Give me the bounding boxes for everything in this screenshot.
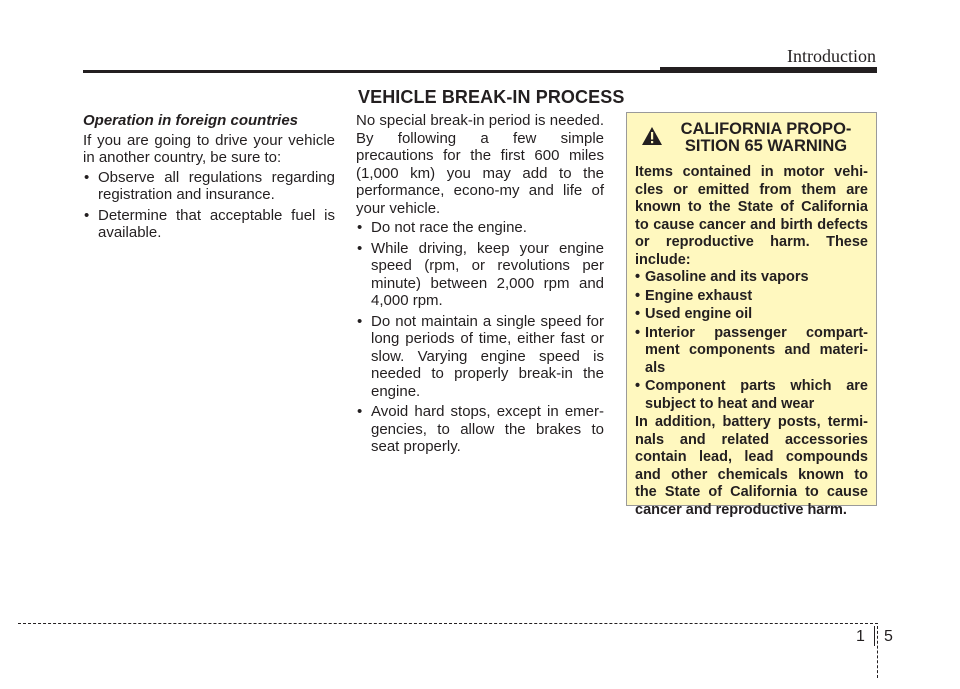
- list-item: • Engine exhaust: [635, 288, 868, 306]
- footer-vertical-rule: [877, 626, 878, 678]
- warning-intro: Items contained in motor vehi-cles or emitted from them are known to the State of California to cause cancer and birth defects or reproductive harm. These include:: [635, 164, 868, 268]
- list-item: • Avoid hard stops, except in emer-gencies, to allow the brakes to seat properly.: [356, 403, 604, 456]
- left-bullet-list: [83, 169, 335, 242]
- list-item: • Determine that acceptable fuel is available.: [83, 207, 335, 242]
- list-item: • Do not race the engine.: [356, 219, 604, 237]
- list-item: • Do not maintain a single speed for long periods of time, either fast or slow. Varying engine speed is needed to properly break-in the engine.: [356, 313, 604, 401]
- warning-body: [635, 164, 868, 519]
- list-item: • Used engine oil: [635, 306, 868, 324]
- section-title: VEHICLE BREAK-IN PROCESS: [358, 87, 625, 107]
- warning-outro: In addition, battery posts, termi-nals and related accessories contain lead, lead compounds and other chemicals known to the State of California to cause cancer and reproductive harm.: [635, 414, 868, 518]
- subheading: Operation in foreign countries: [83, 112, 299, 129]
- list-item: • Gasoline and its vapors: [635, 269, 868, 287]
- footer-rule: [18, 623, 878, 624]
- left-intro: If you are going to drive your vehicle in another country, be sure to:: [83, 131, 335, 166]
- list-item: • Interior passenger compart-ment components and materi-als: [635, 325, 868, 378]
- warning-bullet-list: [635, 269, 868, 413]
- page-number: 5: [884, 628, 893, 645]
- warning-header: [641, 121, 871, 155]
- warning-title: CALIFORNIA PROPO-SITION 65 WARNING: [680, 120, 852, 155]
- chapter-number: 1: [856, 628, 865, 645]
- header-rule-accent: [660, 67, 877, 73]
- list-item: • Observe all regulations regarding registration and insurance.: [83, 169, 335, 204]
- list-item: • While driving, keep your engine speed (rpm, or revolutions per minute) between 2,000 rpm and 4,000 rpm.: [356, 240, 604, 310]
- middle-bullet-list: [356, 219, 604, 456]
- header-title: Introduction: [787, 46, 876, 66]
- page-number-separator: [874, 626, 875, 646]
- middle-column: [356, 112, 604, 459]
- warning-triangle-icon: [641, 126, 663, 146]
- warning-box: [626, 112, 877, 518]
- left-column: [83, 112, 335, 245]
- list-item: • Component parts which are subject to heat and wear: [635, 378, 868, 413]
- middle-intro: No special break-in period is needed. By following a few simple precautions for the first 600 miles (1,000 km) you may add to the performance, econo-my and life of your vehicle.: [356, 112, 604, 217]
